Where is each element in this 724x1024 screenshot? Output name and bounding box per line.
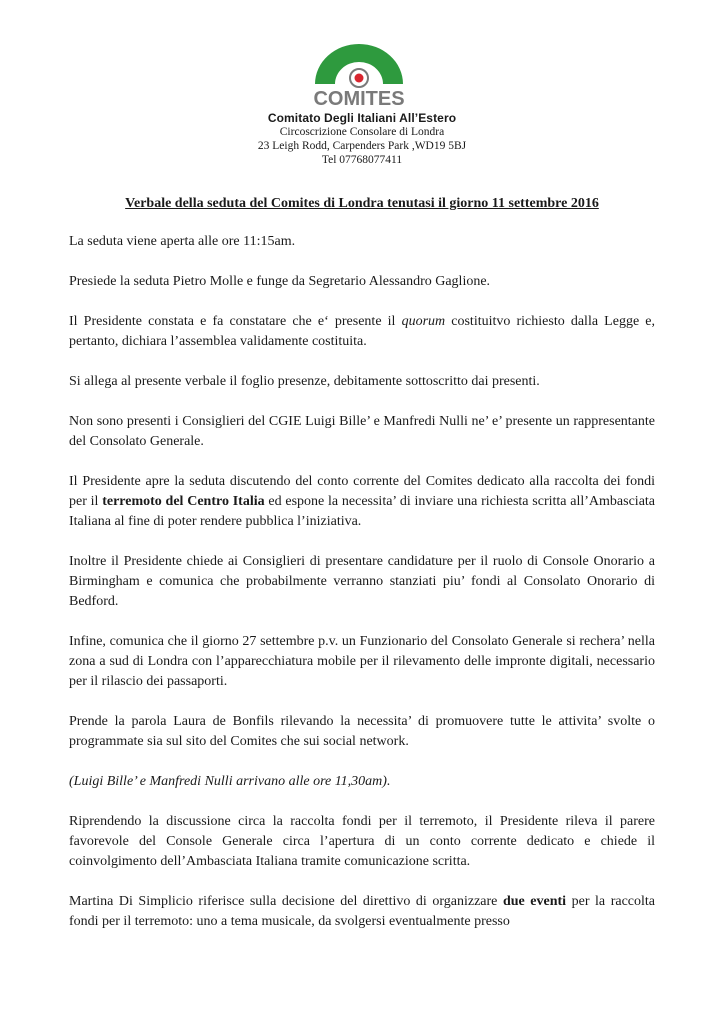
phone-line: Tel 07768077411 (321, 154, 403, 166)
paragraph-promotion: Prende la parola Laura de Bonfils rilevando la necessita’ di promuovere tutte le attivita’ svolte o programmate sia sul sito del Comites che sui social network. (69, 714, 655, 749)
comites-logo (311, 40, 407, 108)
quorum-text-c: costituitvo richiesto dalla Legge e, pertanto, dichiara l’assemblea validamente costituita. (69, 314, 655, 349)
events-text-c: per la raccolta fondi per il terremoto: uno a tema musicale, da svolgersi eventualmente presso (69, 894, 655, 929)
earthquake-bold: terremoto del Centro Italia (102, 494, 265, 509)
paragraph-chair: Presiede la seduta Pietro Molle e funge da Segretario Alessandro Gaglione. (69, 274, 491, 289)
document-title: Verbale della seduta del Comites di Londra tenutasi il giorno 11 settembre 2016 (125, 196, 599, 211)
events-text-a: Martina Di Simplicio riferisce sulla decisione del direttivo di organizzare (69, 894, 503, 909)
organization-name: Comitato Degli Italiani All’Estero (267, 111, 457, 125)
paragraph-quorum (69, 312, 655, 352)
paragraph-earthquake-account (69, 472, 655, 532)
address-line-1: Circoscrizione Consolare di Londra (279, 126, 445, 138)
quorum-text-a: Il Presidente constata e fa constatare che e‘ presente il (69, 314, 402, 329)
paragraph-attendance-sheet: Si allega al presente verbale il foglio presenze, debitamente sottoscritto dai presenti. (69, 374, 540, 389)
quorum-emphasis: quorum (401, 314, 446, 329)
paragraph-late-arrival (69, 772, 655, 792)
earthquake-text-a: Il Presidente apre la seduta discutendo del conto corrente del Comites dedicato alla raccolta dei fondi per il (69, 474, 655, 509)
late-arrival-italic: (Luigi Bille’ e Manfredi Nulli arrivano alle ore 11,30am). (69, 774, 391, 789)
paragraph-passports: Infine, comunica che il giorno 27 settembre p.v. un Funzionario del Consolato Generale si rechera’ nella zona a sud di Londra con l’apparecchiatura mobile per il rilevamento delle impronte digitali, necessario per il rilascio dei passaporti. (69, 634, 655, 689)
logo-center-dot (355, 74, 364, 83)
paragraph-honorary-consul: Inoltre il Presidente chiede ai Consiglieri di presentare candidature per il ruolo di Console Onorario a Birmingham e comunica che probabilmente verranno stanziati piu’ fondi al Consolato Onorario di Bedford. (69, 554, 655, 609)
events-bold: due eventi (502, 894, 567, 909)
document-body (69, 232, 655, 932)
paragraph-consul-opinion: Riprendendo la discussione circa la raccolta fondi per il terremoto, il Presidente rileva il parere favorevole del Console Generale circa l’apertura di un conto corrente dedicato e chiede il coinvolgimento dell’Ambasciata Italiana tramite comunicazione scritta. (69, 814, 655, 869)
paragraph-fundraising-events (69, 892, 655, 932)
address-line-2: 23 Leigh Rodd, Carpenders Park ,WD19 5BJ (257, 140, 467, 152)
earthquake-text-c: ed espone la necessita’ di inviare una richiesta scritta all’Ambasciata Italiana al fine di poter rendere pubblica l’iniziativa. (69, 494, 656, 529)
logo-text: COMITES (313, 88, 405, 108)
paragraph-absent-councillors: Non sono presenti i Consiglieri del CGIE Luigi Bille’ e Manfredi Nulli ne’ e’ presente un rappresentante del Consolato Generale. (69, 414, 655, 449)
paragraph-opening-time: La seduta viene aperta alle ore 11:15am. (69, 234, 296, 249)
